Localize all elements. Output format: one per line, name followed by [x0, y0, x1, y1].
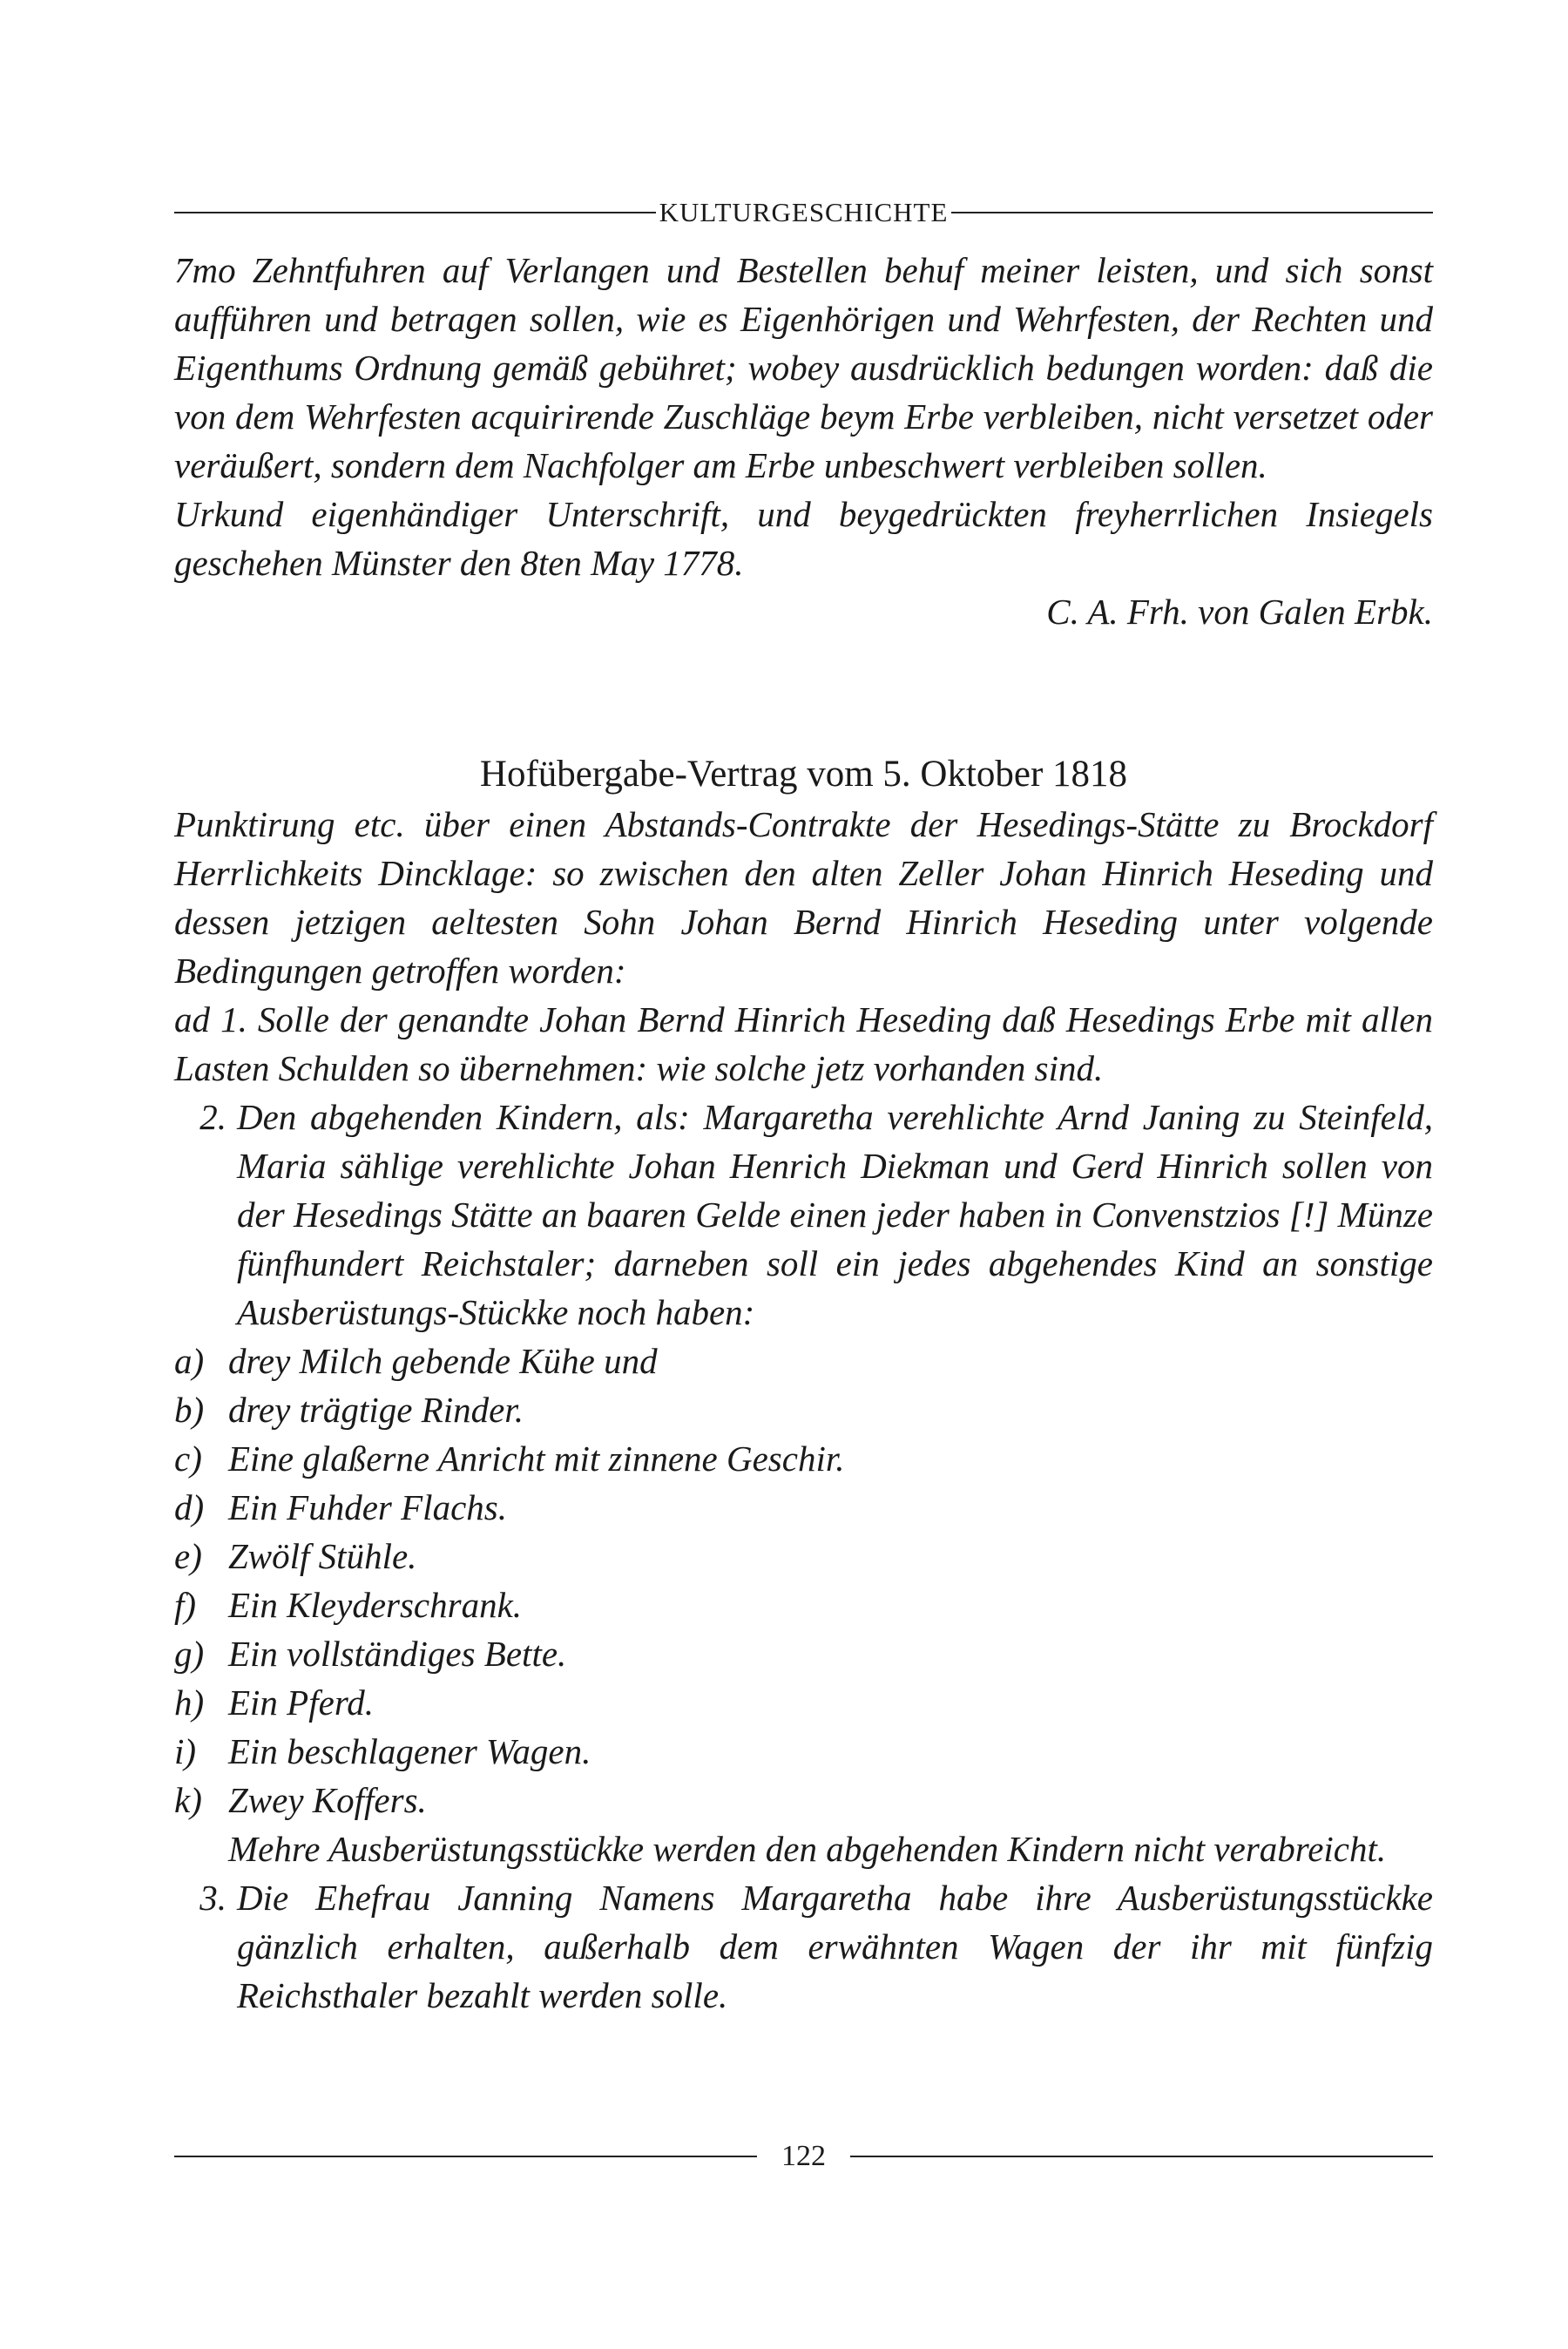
list-item: g) Ein vollständiges Bette.	[174, 1634, 567, 1674]
clause-3-number: 3.	[199, 1878, 226, 1918]
list-item: b) drey trägtige Rinder.	[174, 1390, 524, 1430]
section-heading: Hofübergabe-Vertrag vom 5. Oktober 1818	[479, 754, 1128, 795]
page-number: 122	[781, 2140, 826, 2172]
clause-2-text: Den abgehenden Kindern, als: Margaretha verehlichte Arnd Janing zu Steinfeld, Maria sählige verehlichte Johan Henrich Diekman und Gerd Hinrich sollen von der Hesedings Stätte an baaren Gelde einen jeder haben in Convenstzios [!] Münze fünfhundert Reichstaler; darneben soll ein jedes abgehendes Kind an sonstige Ausberüstungs-Stückke noch haben:	[237, 1097, 1433, 1332]
clause-2	[174, 1093, 1433, 1337]
header-rule-right	[951, 212, 1433, 213]
paragraph-punktirung: Punktirung etc. über einen Abstands-Contrakte der Hesedings-Stätte zu Brockdorf Herrlichkeits Dincklage: so zwischen den alten Zeller Johan Hinrich Heseding und dessen jetzigen aeltesten Sohn Johan Bernd Hinrich Heseding unter volgende Bedingungen getroffen worden:	[174, 804, 1433, 991]
footer-rule-right	[850, 2156, 1433, 2157]
paragraph-urkund: Urkund eigenhändiger Unterschrift, und beygedrückten freyherrlichen Insiegels geschehen Münster den 8ten May 1778.	[174, 494, 1433, 583]
signature: C. A. Frh. von Galen Erbk.	[1046, 592, 1433, 632]
list-item: h) Ein Pferd.	[174, 1682, 375, 1723]
clause-3-text: Die Ehefrau Janning Namens Margaretha habe ihre Ausberüstungsstückke gänzlich erhalten, außerhalb dem erwähnten Wagen der ihr mit fünfzig Reichsthaler bezahlt werden solle.	[237, 1878, 1433, 2015]
list-item: c) Eine glaßerne Anricht mit zinnene Geschir.	[174, 1439, 845, 1479]
list-item: i) Ein beschlagener Wagen.	[174, 1731, 591, 1771]
footer-rule-left	[174, 2156, 757, 2157]
clause-3	[174, 1873, 1433, 2020]
page-body	[174, 246, 1433, 2020]
running-header	[174, 193, 1433, 232]
paragraph-zehntfuhren: 7mo Zehntfuhren auf Verlangen und Bestellen behuf meiner leisten, und sich sonst aufführen und betragen sollen, wie es Eigenhörigen und Wehrfesten, der Rechten und Eigenthums Ordnung gemäß gebühret; wobey ausdrücklich bedungen worden: daß die von dem Wehrfesten acquirirende Zuschläge beym Erbe verbleiben, nicht versetzet oder veräußert, sondern dem Nachfolger am Erbe unbeschwert verbleiben sollen.	[174, 250, 1433, 485]
header-title: KULTURGESCHICHTE	[659, 197, 949, 227]
equipment-list	[174, 1337, 1433, 1824]
list-item: f) Ein Kleyderschrank.	[174, 1585, 523, 1625]
clause-ad1: ad 1. Solle der genandte Johan Bernd Hinrich Heseding daß Hesedings Erbe mit allen Lasten Schulden so übernehmen: wie solche jetz vorhanden sind.	[174, 999, 1433, 1088]
header-rule-left	[174, 212, 656, 213]
clause-2-number: 2.	[199, 1097, 226, 1137]
list-item: a) drey Milch gebende Kühe und	[174, 1341, 658, 1381]
list-item: k) Zwey Koffers.	[174, 1780, 427, 1820]
list-item: e) Zwölf Stühle.	[174, 1536, 417, 1576]
page-footer	[174, 2136, 1433, 2176]
list-item: d) Ein Fuhder Flachs.	[174, 1487, 507, 1527]
list-note: Mehre Ausberüstungsstückke werden den abgehenden Kindern nicht verabreicht.	[228, 1829, 1387, 1869]
